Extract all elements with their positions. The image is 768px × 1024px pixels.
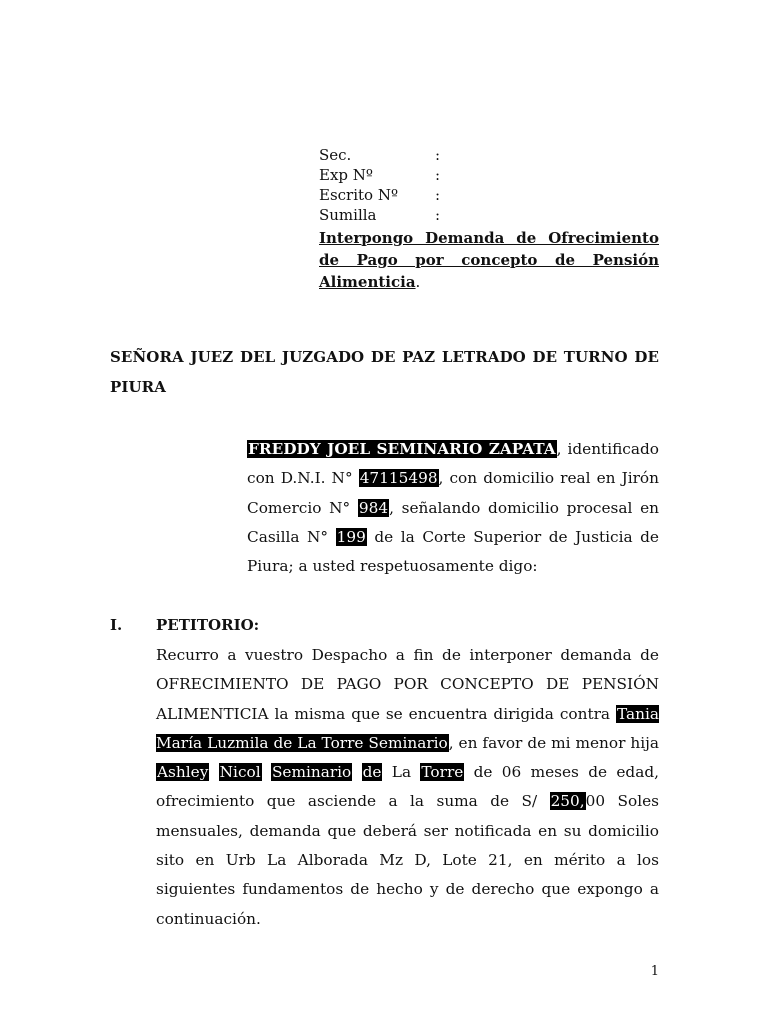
- child-name-part: Nicol: [219, 763, 261, 782]
- child-name-part: de: [362, 763, 382, 782]
- plaintiff-name: FREDDY JOEL SEMINARIO ZAPATA: [248, 440, 556, 458]
- address-number: 984: [358, 498, 389, 517]
- addressee-heading: SEÑORA JUEZ DEL JUZGADO DE PAZ LETRADO DE TURNO DE PIURA: [110, 348, 659, 396]
- header-label: Escrito Nº: [319, 186, 399, 204]
- case-header: [319, 145, 659, 293]
- intro-paragraph: [247, 435, 659, 581]
- header-row-escrito: [319, 185, 659, 205]
- page-number: 1: [650, 964, 659, 979]
- header-row-sumilla: [319, 205, 659, 225]
- section-title: PETITORIO:: [156, 616, 260, 634]
- child-name-part: Ashley: [157, 763, 209, 782]
- intro-text: de la Corte Superior de Justicia de Piura; a usted respetuosamente digo:: [247, 527, 659, 576]
- intro-text: , con domicilio real en Jirón Comercio N°: [247, 469, 659, 517]
- sumilla-period: .: [415, 273, 421, 291]
- petitorio-text: 00 Soles mensuales, demanda que deberá ser notificada en su domicilio sito en Urb La Alborada Mz D, Lote 21, en mérito a los siguientes fundamentos de hecho y de derecho que expongo a continuación.: [156, 792, 659, 928]
- header-label: Sec.: [319, 146, 352, 164]
- header-colon: :: [435, 206, 441, 224]
- header-row-sec: [319, 145, 659, 165]
- header-colon: :: [435, 146, 441, 164]
- intro-text: , señalando domicilio procesal en Casilla N°: [247, 498, 659, 546]
- header-label: Exp Nº: [319, 166, 373, 184]
- petitorio-text: Recurro a vuestro Despacho a fin de interponer demanda de OFRECIMIENTO DE PAGO POR CONCEPTO DE PENSIÓN ALIMENTICIA la misma que se encuentra dirigida contra: [156, 646, 659, 723]
- petitorio-paragraph: [156, 641, 659, 934]
- child-name-part: Torre: [421, 763, 464, 782]
- child-name-part: Seminario: [271, 763, 352, 782]
- header-colon: :: [435, 186, 441, 204]
- sumilla-title: Interpongo Demanda de Ofrecimiento de Pago por concepto de Pensión Alimenticia: [319, 229, 659, 291]
- defendant-name: Tania María Luzmila de La Torre Seminario: [156, 704, 659, 752]
- header-row-exp: [319, 165, 659, 185]
- petitorio-text: de 06 meses de edad, ofrecimiento que asciende a la suma de S/: [156, 763, 659, 811]
- intro-text: , identificado con D.N.I. N°: [247, 440, 659, 488]
- amount-value: 250,: [550, 792, 585, 811]
- child-name-part: La: [391, 763, 412, 782]
- sumilla-text: [319, 227, 659, 293]
- header-colon: :: [435, 166, 441, 184]
- header-label: Sumilla: [319, 206, 377, 224]
- petitorio-text: , en favor de mi menor hija: [448, 733, 659, 752]
- section-number: I.: [110, 616, 123, 634]
- dni-number: 47115498: [359, 469, 438, 488]
- casilla-number: 199: [336, 527, 366, 546]
